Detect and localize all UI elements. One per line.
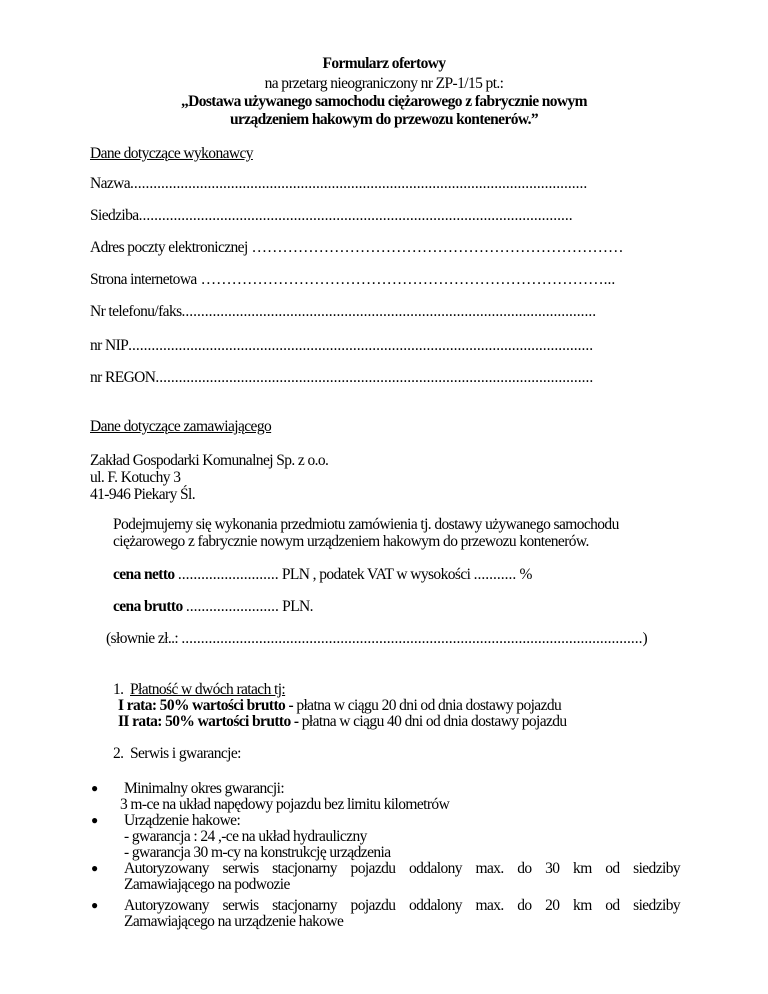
bullet-4-line-2: Zamawiającego na urządzenie hakowe (124, 913, 344, 930)
gross-price-line: cena brutto ........................ PLN. (113, 598, 313, 615)
orderer-city: 41-946 Piekary Śl. (90, 486, 196, 503)
field-siedziba: Siedziba................................................................................................................ (90, 207, 573, 224)
field-nazwa: Nazwa...................................................................................................................... (90, 175, 588, 192)
bullet-icon: ● (91, 898, 98, 912)
form-title: Formularz ofertowy (322, 55, 446, 72)
net-price-line: cena netto .......................... PLN , podatek VAT w wysokości ........... % (113, 566, 532, 583)
field-email: Adres poczty elektronicznej ……………………………………………………………… (90, 239, 624, 256)
subject-line-2: urządzeniem hakowym do przewozu kontenerów.” (229, 111, 539, 128)
service-heading: 2. Serwis i gwarancje: (113, 745, 241, 762)
bullet-1-line-2: 3 m-ce na układ napędowy pojazdu bez limitu kilometrów (120, 796, 450, 813)
bullet-icon: ● (91, 781, 98, 795)
field-website: Strona internetowa ……………………………………………………………………... (90, 271, 616, 288)
orderer-name: Zakład Gospodarki Komunalnej Sp. z o.o. (90, 452, 329, 469)
field-regon: nr REGON................................................................................................................. (90, 369, 594, 386)
field-phone: Nr telefonu/faks........................................................................................................... (90, 303, 597, 320)
in-words-line: (słownie zł..: .......................................................................................................................) (106, 630, 648, 647)
payment-rate-1: I rata: 50% wartości brutto - płatna w ciągu 20 dni od dnia dostawy pojazdu (118, 697, 562, 714)
bullet-icon: ● (91, 813, 98, 827)
bullet-3-line-1: Autoryzowany serwis stacjonarny pojazdu oddalony max. do 30 km od siedziby (124, 860, 680, 877)
bullet-1-line-1: Minimalny okres gwarancji: (124, 780, 285, 797)
offer-text-line-1: Podejmujemy się wykonania przedmiotu zamówienia tj. dostawy używanego samochodu (113, 516, 619, 533)
bullet-3-line-2: Zamawiającego na podwozie (124, 876, 290, 893)
bullet-2-line-3: - gwarancja 30 m-cy na konstrukcję urządzenia (124, 844, 391, 861)
orderer-heading: Dane dotyczące zamawiającego (90, 418, 272, 435)
bullet-4-line-1: Autoryzowany serwis stacjonarny pojazdu oddalony max. do 20 km od siedziby (124, 897, 680, 914)
field-nip: nr NIP........................................................................................................................ (90, 337, 594, 354)
offer-text-line-2: ciężarowego z fabrycznie nowym urządzeniem hakowym do przewozu kontenerów. (113, 533, 589, 550)
bullet-2-line-2: - gwarancja : 24 ,-ce na układ hydrauliczny (124, 828, 367, 845)
tender-line: na przetarg nieograniczony nr ZP-1/15 pt.: (264, 75, 504, 92)
payment-rate-2: II rata: 50% wartości brutto - płatna w ciągu 40 dni od dnia dostawy pojazdu (118, 713, 567, 730)
orderer-street: ul. F. Kotuchy 3 (90, 469, 181, 486)
payment-heading: 1. Płatność w dwóch ratach tj: (113, 681, 286, 698)
bullet-2-line-1: Urządzenie hakowe: (124, 812, 241, 829)
bullet-icon: ● (91, 861, 98, 875)
subject-line-1: „Dostawa używanego samochodu ciężarowego z fabrycznie nowym (180, 93, 587, 110)
contractor-heading: Dane dotyczące wykonawcy (90, 145, 253, 162)
